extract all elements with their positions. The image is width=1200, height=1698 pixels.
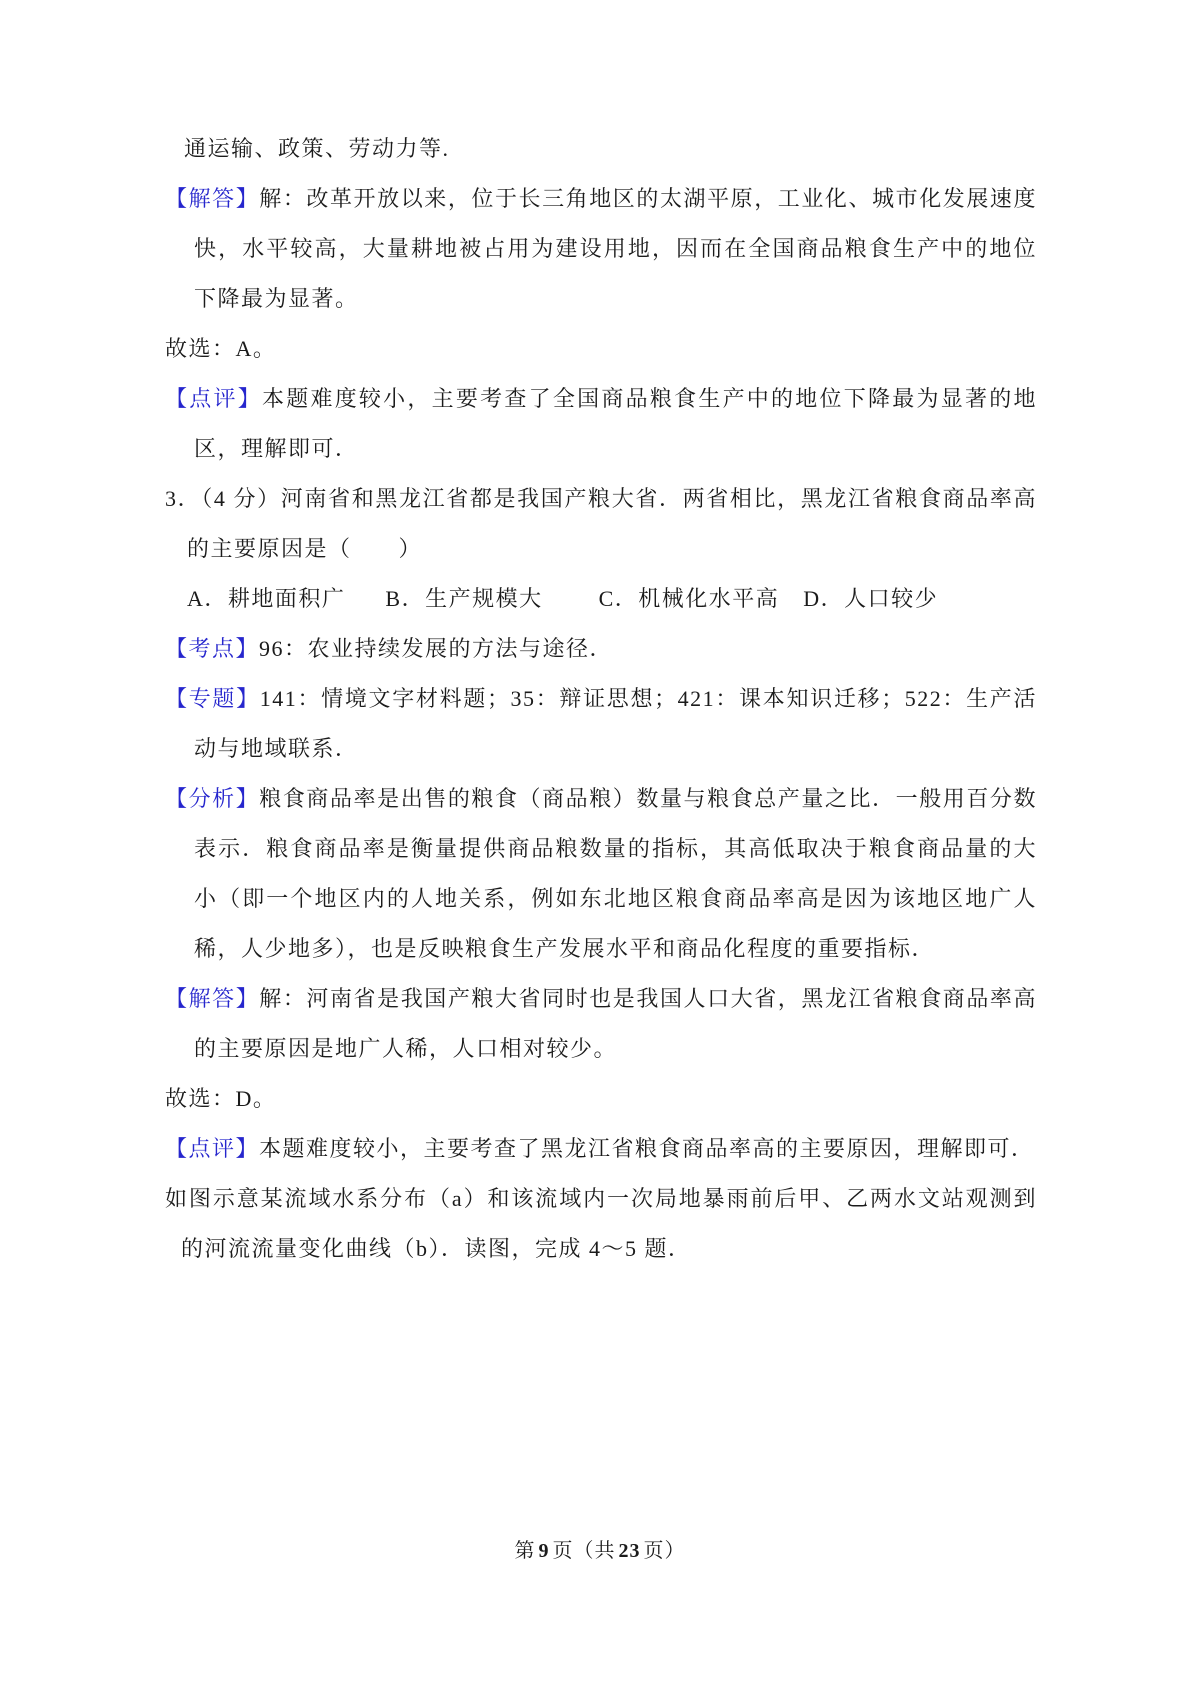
- q3-question-stem: 3．（4 分）河南省和黑龙江省都是我国产粮大省．两省相比，黑龙江省粮食商品率高的主要原因是（ ）: [165, 486, 1037, 561]
- q2-selected-choice: 故选：A。: [165, 336, 277, 361]
- prev-analysis-continuation: 通运输、政策、劳动力等.: [184, 136, 450, 161]
- q3-selected-choice: 故选：D。: [165, 1086, 277, 1111]
- q3-exam-point-paragraph: [165, 624, 1037, 674]
- option-b: B．生产规模大: [385, 586, 543, 611]
- option-a: A．耕地面积广: [187, 586, 346, 611]
- footer-suffix: 页）: [643, 1540, 686, 1562]
- q3-answer-text: 解：河南省是我国产粮大省同时也是我国人口大省，黑龙江省粮食商品率高的主要原因是地广人稀，人口相对较少。: [194, 986, 1037, 1061]
- answer-label: 【解答】: [165, 986, 260, 1011]
- q3-topic-paragraph: [165, 674, 1037, 774]
- footer-mid: 页（共: [552, 1540, 616, 1562]
- q3-topic-text: 141：情境文字材料题；35：辩证思想；421：课本知识迁移；522：生产活动与地域联系．: [194, 686, 1037, 761]
- comment-label: 【点评】: [165, 386, 262, 411]
- q3-analysis-paragraph: [165, 774, 1037, 974]
- exam-point-label: 【考点】: [165, 636, 260, 661]
- q3-answer-paragraph: [165, 974, 1037, 1074]
- q3-analysis-text: 粮食商品率是出售的粮食（商品粮）数量与粮食总产量之比．一般用百分数表示．粮食商品率是衡量提供商品粮数量的指标，其高低取决于粮食商品量的大小（即一个地区内的人地关系，例如东北地区粮食商品率高是因为该地区地广人稀，人少地多），也是反映粮食生产发展水平和商品化程度的重要指标．: [194, 786, 1037, 961]
- q3-comment-paragraph: [165, 1124, 1037, 1174]
- comment-label: 【点评】: [165, 1136, 260, 1161]
- footer-page-number: 9: [538, 1540, 550, 1562]
- option-c: C．机械化水平高: [598, 586, 780, 611]
- q2-comment-paragraph: [165, 374, 1037, 474]
- page-footer: [0, 1536, 1200, 1566]
- q2-answer-paragraph: [165, 174, 1037, 324]
- q3-options-row: [165, 574, 1037, 624]
- next-section-intro: 如图示意某流域水系分布（a）和该流域内一次局地暴雨前后甲、乙两水文站观测到的河流流量变化曲线（b）．读图，完成 4～5 题．: [165, 1186, 1037, 1261]
- q3-comment-text: 本题难度较小，主要考查了黑龙江省粮食商品率高的主要原因，理解即可．: [259, 1136, 1035, 1161]
- q2-answer-text: 解：改革开放以来，位于长三角地区的太湖平原，工业化、城市化发展速度快，水平较高，大量耕地被占用为建设用地，因而在全国商品粮食生产中的地位下降最为显著。: [194, 186, 1037, 311]
- option-d: D．人口较少: [803, 586, 939, 611]
- analysis-label: 【分析】: [165, 786, 260, 811]
- footer-prefix: 第: [514, 1540, 536, 1562]
- q2-comment-text: 本题难度较小，主要考查了全国商品粮食生产中的地位下降最为显著的地区，理解即可．: [194, 386, 1037, 461]
- page-content: [165, 124, 1037, 1274]
- footer-total-pages: 23: [618, 1540, 641, 1562]
- q3-exam-point-text: 96：农业持续发展的方法与途径．: [259, 636, 614, 661]
- topic-label: 【专题】: [165, 686, 260, 711]
- answer-label: 【解答】: [165, 186, 260, 211]
